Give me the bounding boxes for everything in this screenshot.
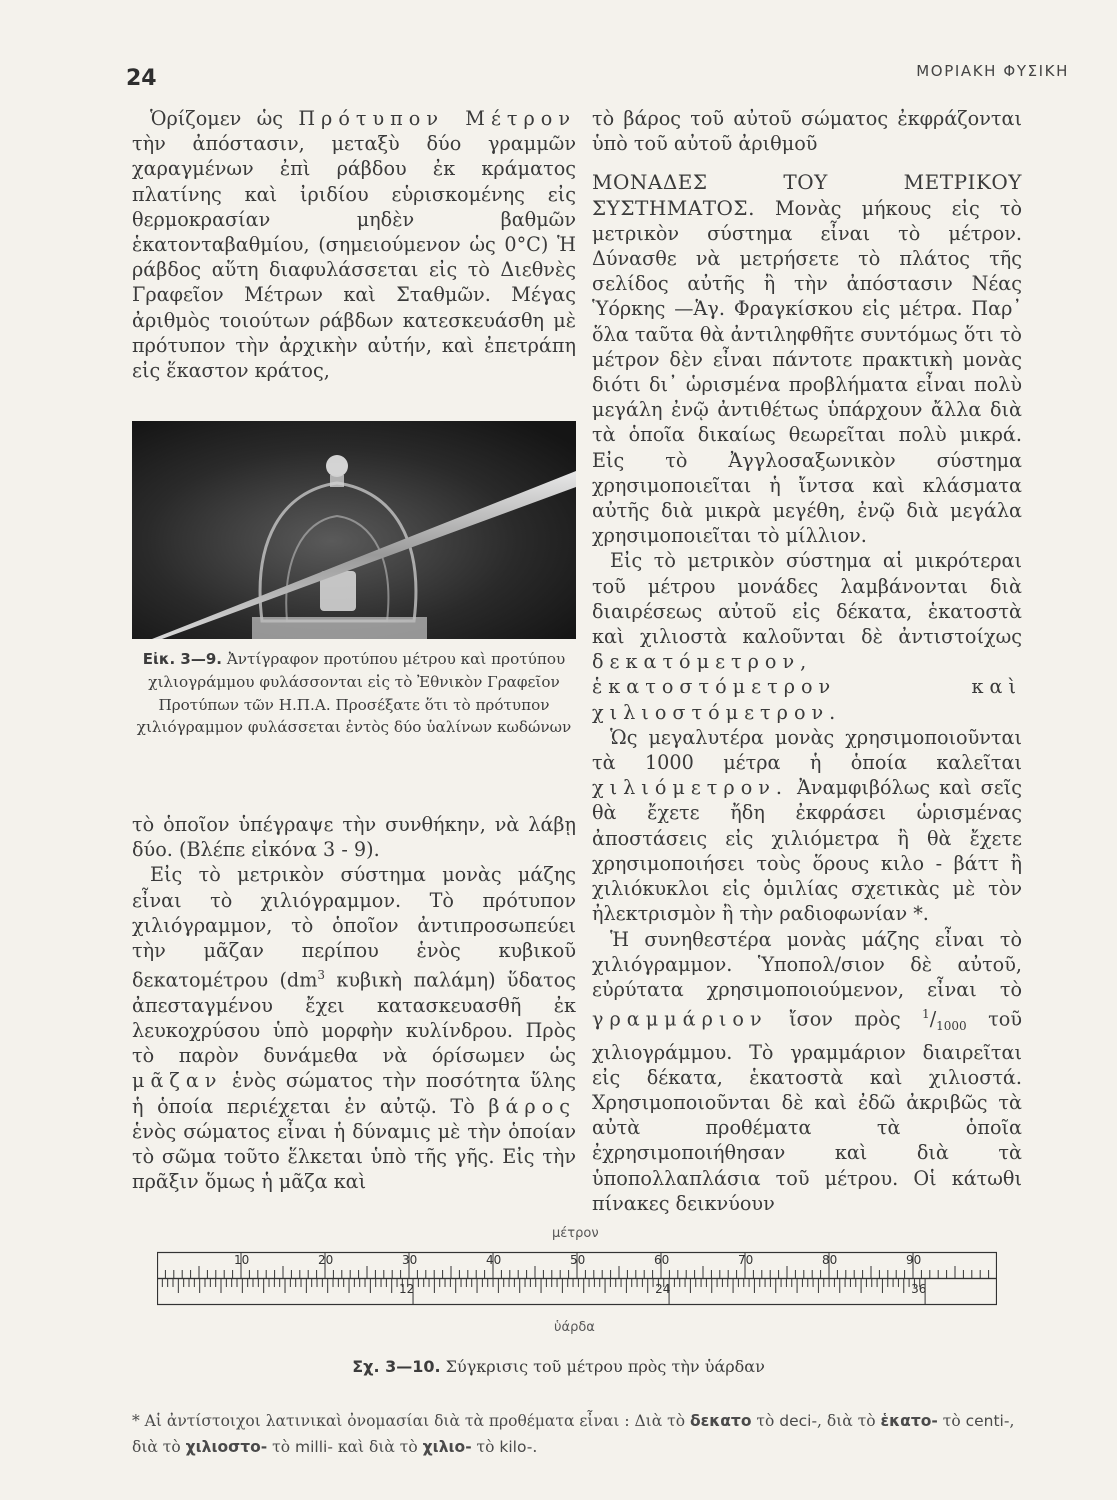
figure-2-caption — [0, 1357, 1117, 1376]
metre-number-label: 80 — [822, 1253, 838, 1267]
text: ἑνὸς σώματος τὴν ποσότητα ὕλης ἡ ὁποία περιέχεται ἐν αὐτῷ. Τὸ — [132, 1069, 576, 1118]
text: Μονὰς μήκους εἰς τὸ μετρικὸν σύστημα εἶναι τὸ μέτρον. Δύνασθε νὰ μετρήσετε τὸ πλάτος τῆς σελίδος αὐτῆς ἢ τὴν ἀπόστασιν Νέας Ὑόρκης —Ἁγ. Φραγκίσκου εἰς μέτρα. Παρ᾿ ὅλα ταῦτα θὰ ἀντιληφθῆτε συντόμως ὅτι τὸ μέτρον δὲν εἶναι πάντοτε πρακτικὴ μονὰς διότι δι᾿ ὡρισμένα προβλήματα εἶναι πολὺ μεγάλη ἐνῷ ἀντιθέτως ὑπάρχουν ἄλλα διὰ τὰ ὁποῖα δικαίως θεωρεῖται πολὺ μικρά. Εἰς τὸ Ἀγγλοσαξωνικὸν σύστημα χρησιμοποιεῖται ἡ ἴντσα καὶ κλάσματα αὐτῆς διὰ μικρὰ μεγέθη, ἐνῷ διὰ μεγάλα χρησιμοποιεῖται τὸ μίλλιον. — [592, 196, 1022, 548]
paragraph-continuation: τὸ ὁποῖον ὑπέγραψε τὴν συνθήκην, νὰ λάβῃ δύο. (Βλέπε εἰκόνα 3 - 9). — [132, 813, 576, 862]
superscript: 3 — [317, 968, 326, 983]
text: καὶ διὰ τὸ — [332, 1438, 423, 1456]
text: Εἰς τὸ μετρικὸν σύστημα μονὰς μάζης εἶναι τὸ χιλιόγραμμον. Τὸ πρότυπον χιλιόγραμμον, τὸ ὁποῖον ἀντιπροσωπεύει τὴν μᾶζαν περίπου ἑνὸς κυβικοῦ δεκατομέτρου (dm — [132, 863, 576, 992]
metre-number-label: 20 — [318, 1253, 334, 1267]
text: τοῦ χιλιογράμμου. Τὸ γραμμάριον διαιρεῖται εἰς δέκατα, ἑκατοστὰ καὶ χιλιοστά. Χρησιμοποιοῦνται δὲ καὶ ἐδῶ ἀκριβῶς τὰ αὐτὰ προθέματα τὰ ὁποῖα ἐχρησιμοποιήθησαν καὶ διὰ τὰ ὑποπολλαπλάσια τοῦ μέτρου. Οἱ κάτωθι πίνακες δεικνύουν — [592, 1007, 1022, 1215]
prefix-latin: deci- — [779, 1412, 818, 1430]
text: Ἀναμφιβόλως καὶ σεῖς θὰ ἔχετε ἤδη ἐκφράσει ὡρισμένας ἀποστάσεις εἰς χιλιόμετρα ἢ θὰ ἔχετε χρησιμοποιήσει τοὺς ὅρους κιλο - βάττ ἢ χιλιόκυκλοι εἰς ὁμιλίας σχετικὰς μὲ τὸν ἠλεκτρισμὸν ἢ τὴν ραδιοφωνίαν *. — [592, 776, 1022, 926]
prefix-latin: kilo- — [499, 1438, 533, 1456]
term-mass: μᾶζαν — [132, 1069, 223, 1093]
text: Εἰς τὸ μετρικὸν σύστημα αἱ μικρότεραι τοῦ μέτρου μονάδες λαμβάνονται διὰ διαιρέσεως αὐτοῦ εἰς δέκατα, ἑκατοστὰ καὶ χιλιοστὰ καλοῦνται δὲ ἀντιστοίχως — [592, 549, 1022, 649]
caption-text: Ἀντίγραφον προτύπου μέτρου καὶ προτύπου χιλιογράμμου φυλάσσονται εἰς τὸ Ἐθνικὸν Γραφεῖον Προτύπων τῶν Η.Π.Α. Προσέξατε ὅτι τὸ πρότυπον χιλιόγραμμον φυλάσσεται ἐντὸς δύο ὑαλίνων κωδώνων — [136, 650, 572, 737]
page-number: 24 — [126, 66, 157, 91]
prefix-greek: χιλιο- — [422, 1438, 472, 1456]
metre-ticks — [165, 1253, 988, 1278]
yard-ticks — [162, 1279, 926, 1304]
paragraph-units — [592, 170, 1022, 548]
running-head: ΜΟΡΙΑΚΗ ΦΥΣΙΚΗ — [916, 62, 1069, 80]
figure-photo — [132, 421, 576, 639]
figure-label: Σχ. 3—10. — [352, 1357, 441, 1376]
yard-number-label: 24 — [655, 1282, 671, 1296]
right-column — [592, 106, 1022, 1216]
text: κυβικὴ παλάμη) ὕδατος ἀπεσταγμένου ἔχει κατασκευασθῆ ἐκ λευκοχρύσου ὑπὸ μορφὴν κυλίνδρου. Πρὸς τὸ παρὸν δυνάμεθα νὰ όρίσωμεν ὡς — [132, 968, 576, 1068]
left-column-bottom — [132, 812, 576, 1194]
section-heading: ΜΟΝΑΔΕΣ ΤΟΥ ΜΕΤΡΙΚΟΥ ΣΥΣΤΗΜΑΤΟΣ. — [592, 170, 1022, 220]
figure-label: Εἰκ. 3—9. — [142, 650, 223, 668]
text: , διὰ τὸ — [132, 1412, 1015, 1456]
text: Ὡς μεγαλυτέρα μονὰς χρησιμοποιοῦνται τὰ 1000 μέτρα ἡ ὁποία καλεῖται — [592, 725, 1022, 775]
term-weight: βάρος — [488, 1094, 576, 1118]
prefix-latin: milli- — [295, 1438, 333, 1456]
fraction-numerator: 1 — [922, 1007, 930, 1022]
text: τὸ — [471, 1438, 500, 1456]
text: τὴν ἀπόστασιν, μεταξὺ δύο γραμμῶν χαραγμένων ἐπὶ ράβδου ἐκ κράματος πλατίνης καὶ ἰριδίου εὑρισκομένης εἰς θερμοκρασίαν μηδὲν βαθμῶν ἑκατονταβαθμίου, (σημειούμενον ὡς 0°C) Ἡ ράβδος αὕτη διαφυλάσσεται εἰς τὸ Διεθνὲς Γραφεῖον Μέτρων καὶ Σταθμῶν. Μέγας ἀριθμὸς τοιούτων ράβδων κατεσκευάσθη μὲ πρότυπον τὴν ἀρχικὴν αὐτήν, καὶ ἐπετράπη εἰς ἕκαστον κράτος, — [132, 132, 576, 383]
text: τὸ — [267, 1438, 295, 1456]
yard-number-label: 12 — [399, 1282, 415, 1296]
metre-number-label: 60 — [654, 1253, 670, 1267]
prefix-greek: ἑκατο- — [880, 1412, 938, 1430]
metre-number-label: 50 — [570, 1253, 586, 1267]
text: * Αἱ ἀντίστοιχοι λατινικαὶ ὀνομασίαι διὰ τὰ προθέματα εἶναι : Διὰ τὸ — [132, 1412, 690, 1430]
paragraph-mass — [132, 862, 576, 1194]
photo-illustration — [132, 421, 576, 639]
metre-number-label: 70 — [738, 1253, 754, 1267]
yard-label: ὑάρδα — [554, 1320, 595, 1335]
term-prototype-metre: Πρότυπον Μέτρον — [298, 107, 576, 130]
paragraph-definition — [132, 106, 576, 383]
text: ἴσον πρὸς — [767, 1007, 923, 1031]
prefix-latin: centi- — [965, 1412, 1010, 1430]
paragraph-gram: Ἡ συνηθεστέρα μονὰς μάζης εἶναι τὸ χιλιόγραμμον. Ὑποπολ/σιον δὲ αὐτοῦ, εὐρύτατα χρησιμοποιούμενον, εἶναι τὸ γραμμάριον ἴσον πρὸς $^1/_{1000}$ τοῦ χιλιογράμμου. Τὸ γραμμάριον διαιρεῖται εἰς δέκατα, ἑκατοστὰ καὶ χιλιοστά. Χρησιμοποιοῦνται δὲ καὶ ἐδῶ ἀκριβῶς τὰ αὐτὰ προθέματα τὰ ὁποῖα ἐχρησιμοποιήθησαν καὶ διὰ τὰ ὑποπολλαπλάσια τοῦ μέτρου. Οἱ κάτωθι πίνακες δεικνύουν — [592, 927, 1022, 1215]
caption-text: Σύγκρισις τοῦ μέτρου πρὸς τὴν ὑάρδαν — [440, 1357, 765, 1376]
yard-number-label: 36 — [911, 1282, 927, 1296]
fraction-denominator: 1000 — [936, 1019, 967, 1034]
term-gram: γραμμάριον — [592, 1007, 768, 1031]
text: τὸ — [751, 1412, 780, 1430]
paragraph-weight-continuation: τὸ βάρος τοῦ αὐτοῦ σώματος ἐκφράζονται ὑπὸ τοῦ αὐτοῦ ἀριθμοῦ — [592, 107, 1022, 156]
text: , διὰ τὸ — [817, 1412, 881, 1430]
left-column-top — [132, 106, 576, 383]
term-kilometre: χιλιόμετρον. — [592, 776, 789, 800]
metre-number-label: 40 — [486, 1253, 502, 1267]
yard-scale-frame — [158, 1279, 997, 1305]
prefix-greek: δεκατο — [690, 1412, 752, 1430]
text: Ὁρίζομεν ὡς — [150, 107, 299, 130]
prefix-greek: χιλιοστο- — [185, 1438, 268, 1456]
term-submultiples: δεκατόμετρον, ἑκατοστόμετρον καὶ χιλιοστόμετρον. — [592, 650, 1022, 724]
paragraph-kilometre — [592, 725, 1022, 927]
metre-yard-ruler — [157, 1244, 997, 1314]
paragraph-submultiples — [592, 548, 1022, 724]
text: Ἡ συνηθεστέρα μονὰς μάζης εἶναι τὸ χιλιόγραμμον. Ὑποπολ/σιον δὲ αὐτοῦ, εὐρύτατα χρησιμοποιούμενον, εἶναι τὸ — [592, 927, 1022, 1001]
metre-number-label: 10 — [234, 1253, 250, 1267]
text: ἑνὸς σώματος εἶναι ἡ δύναμις μὲ τὴν ὁποίαν τὸ σῶμα τοῦτο ἕλκεται ὑπὸ τῆς γῆς. Εἰς τὴν πρᾶξιν ὅμως ἡ μᾶζα καὶ — [132, 1119, 576, 1194]
text: τὸ — [937, 1412, 966, 1430]
text: . — [532, 1438, 538, 1456]
figure-caption — [132, 648, 576, 739]
metre-label: μέτρον — [552, 1226, 599, 1241]
metre-number-label: 30 — [402, 1253, 418, 1267]
footnote — [132, 1408, 1042, 1460]
metre-number-label: 90 — [906, 1253, 922, 1267]
